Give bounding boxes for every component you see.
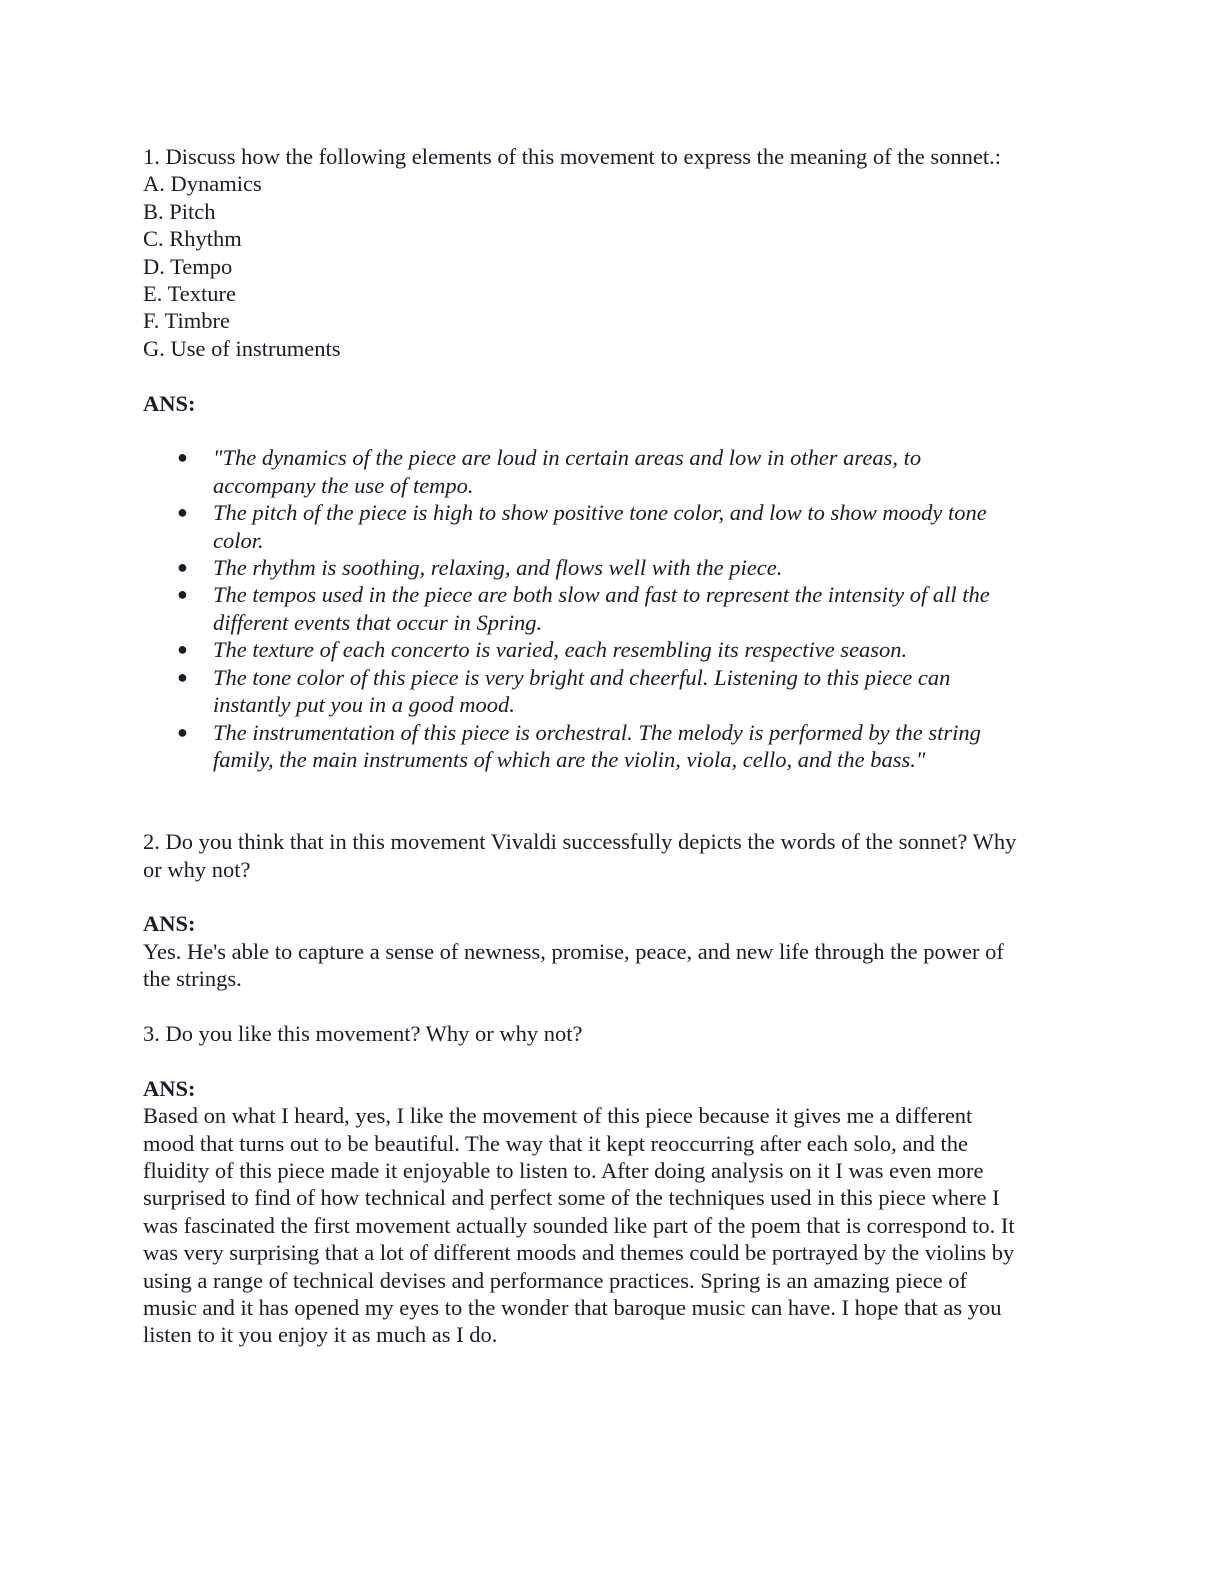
spacer xyxy=(143,993,1078,1020)
spacer xyxy=(143,417,1078,444)
answer-label-1: ANS: xyxy=(143,390,196,416)
answer-3-line: fluidity of this piece made it enjoyable to listen to. After doing analysis on it I was even more xyxy=(143,1157,984,1183)
answer-3-line: using a range of technical devises and performance practices. Spring is an amazing piece of xyxy=(143,1267,968,1293)
answer-3-line: surprised to find of how technical and perfect some of the techniques used in this piece where I xyxy=(143,1185,1000,1211)
bullet-line: family, the main instruments of which are the violin, viola, cello, and the bass." xyxy=(213,746,926,772)
spacer xyxy=(143,1047,1078,1074)
bullet-item-dynamics xyxy=(143,444,1078,499)
bullet-icon: ● xyxy=(177,557,188,578)
bullet-icon: ● xyxy=(177,721,188,742)
bullet-line: The instrumentation of this piece is orchestral. The melody is performed by the string xyxy=(213,719,981,745)
answer-1-bullet-list xyxy=(143,444,1078,773)
bullet-line: color. xyxy=(213,527,264,553)
answer-label-2: ANS: xyxy=(143,911,196,937)
question-3-text: 3. Do you like this movement? Why or why not? xyxy=(143,1020,583,1046)
spacer xyxy=(143,883,1078,910)
answer-2-line: the strings. xyxy=(143,966,242,992)
bullet-line: The pitch of the piece is high to show positive tone color, and low to show moody tone xyxy=(213,500,987,526)
answer-2-line: Yes. He's able to capture a sense of newness, promise, peace, and new life through the power of xyxy=(143,938,1004,964)
bullet-line: The texture of each concerto is varied, each resembling its respective season. xyxy=(213,637,908,663)
bullet-item-rhythm xyxy=(143,554,1078,581)
bullet-line: accompany the use of tempo. xyxy=(213,472,474,498)
answer-3-line: music and it has opened my eyes to the wonder that baroque music can have. I hope that as you xyxy=(143,1294,1002,1320)
answer-3-line: was fascinated the first movement actually sounded like part of the poem that is correspond to. It xyxy=(143,1212,1015,1238)
bullet-item-instruments xyxy=(143,719,1078,774)
bullet-line: different events that occur in Spring. xyxy=(213,609,543,635)
bullet-item-tempo xyxy=(143,581,1078,636)
spacer xyxy=(143,801,1078,828)
bullet-line: "The dynamics of the piece are loud in certain areas and low in other areas, to xyxy=(213,445,922,471)
bullet-item-texture xyxy=(143,636,1078,663)
question-1-text: 1. Discuss how the following elements of this movement to express the meaning of the sonnet.: xyxy=(143,144,1001,169)
answer-3-line: listen to it you enjoy it as much as I do. xyxy=(143,1322,498,1348)
bullet-line: The tempos used in the piece are both slow and fast to represent the intensity of all the xyxy=(213,582,990,608)
answer-3-line: Based on what I heard, yes, I like the movement of this piece because it gives me a different xyxy=(143,1103,973,1129)
spacer xyxy=(143,362,1078,389)
bullet-line: The tone color of this piece is very bright and cheerful. Listening to this piece can xyxy=(213,664,951,690)
bullet-line: instantly put you in a good mood. xyxy=(213,692,515,718)
spacer xyxy=(143,773,1078,800)
bullet-icon: ● xyxy=(177,447,188,468)
option-f: F. Timbre xyxy=(143,308,230,334)
answer-3-paragraph xyxy=(143,1102,1068,1349)
bullet-item-timbre xyxy=(143,664,1078,719)
option-a: A. Dynamics xyxy=(143,171,262,197)
answer-3-line: was very surprising that a lot of different moods and themes could be portrayed by the violins by xyxy=(143,1240,1015,1266)
bullet-item-pitch xyxy=(143,499,1078,554)
bullet-icon: ● xyxy=(177,666,188,687)
question-2-line: 2. Do you think that in this movement Vivaldi successfully depicts the words of the sonnet? Why xyxy=(143,829,1017,855)
option-e: E. Texture xyxy=(143,281,236,307)
answer-3-line: mood that turns out to be beautiful. The way that it kept reoccurring after each solo, and the xyxy=(143,1130,968,1156)
option-c: C. Rhythm xyxy=(143,226,242,252)
option-b: B. Pitch xyxy=(143,198,216,224)
answer-label-3: ANS: xyxy=(143,1075,196,1101)
bullet-icon: ● xyxy=(177,639,188,660)
document-page xyxy=(143,143,1078,1349)
question-2-line: or why not? xyxy=(143,856,251,882)
option-g: G. Use of instruments xyxy=(143,335,341,361)
bullet-line: The rhythm is soothing, relaxing, and flows well with the piece. xyxy=(213,555,783,581)
bullet-icon: ● xyxy=(177,584,188,605)
bullet-icon: ● xyxy=(177,502,188,523)
option-d: D. Tempo xyxy=(143,253,233,279)
